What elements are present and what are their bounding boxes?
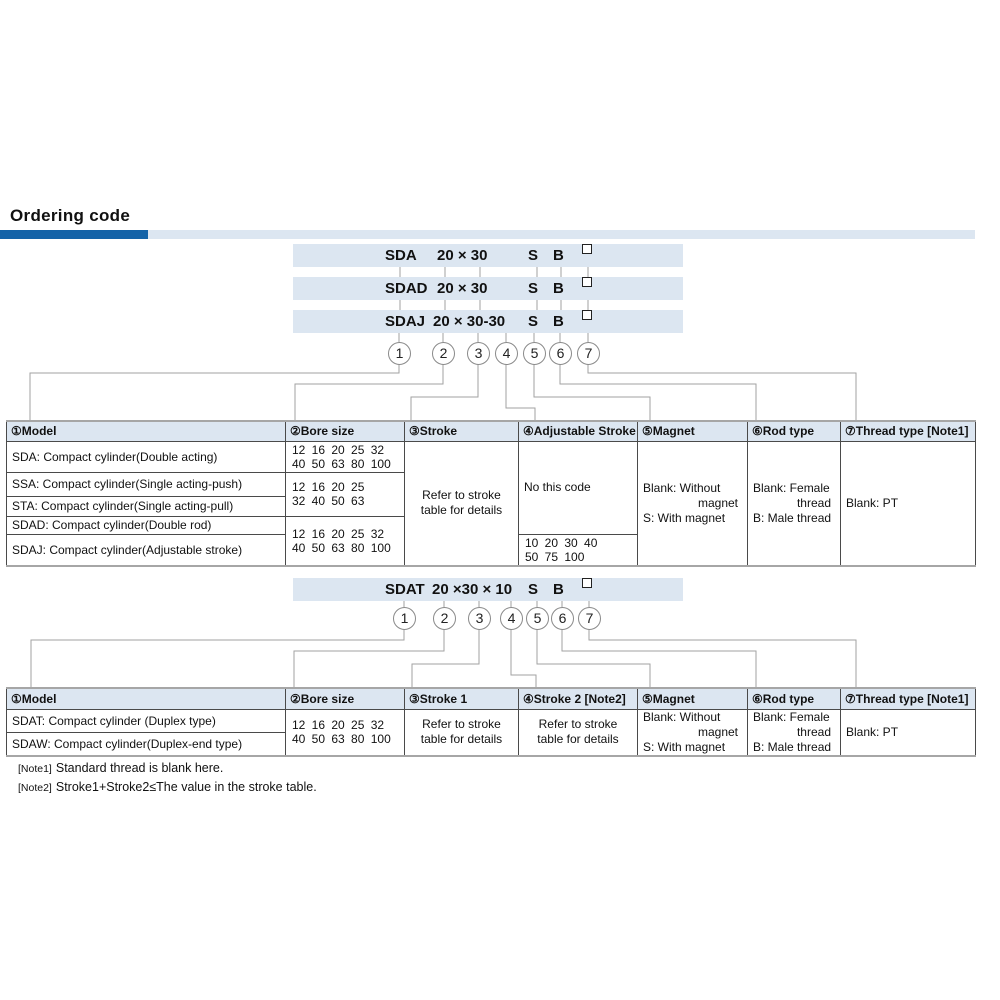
note-1-text: Standard thread is blank here. xyxy=(55,761,224,775)
model-sdad: SDAD: Compact cylinder(Double rod) xyxy=(7,516,286,534)
magnet-cell: Blank: Without magnet S: With magnet xyxy=(638,709,748,756)
code-magnet: S xyxy=(528,581,539,598)
header-magnet: ⑤Magnet xyxy=(638,421,748,441)
model-sta: STA: Compact cylinder(Single acting-pull) xyxy=(7,496,286,516)
header-rod-type: ⑥Rod type xyxy=(748,688,841,709)
header-bore-size: ②Bore size xyxy=(286,421,405,441)
thread-type-cell: Blank: PT xyxy=(841,709,976,756)
code-bar-sdat xyxy=(293,578,683,601)
bore-sdad-sdaj: 12 16 20 25 32 40 50 63 80 100 xyxy=(286,516,405,566)
code-bore-stroke: 20 ×30 × 10 xyxy=(432,581,513,598)
bore-ssa-sta: 12 16 20 25 32 40 50 63 xyxy=(286,472,405,516)
code-model: SDAD xyxy=(385,280,428,297)
code-rod: B xyxy=(553,247,564,264)
note-2-text: Stroke1+Stroke2≤The value in the stroke table. xyxy=(55,780,317,794)
thread-placeholder-box xyxy=(582,244,592,254)
table-header-row xyxy=(7,688,976,709)
bore-cell: 12 16 20 25 32 40 50 63 80 100 xyxy=(286,709,405,756)
header-model: ①Model xyxy=(7,688,286,709)
note-1-label: [Note1] xyxy=(18,763,52,775)
code-rod: B xyxy=(553,280,564,297)
code-magnet: S xyxy=(528,247,539,264)
position-circle-7: 7 xyxy=(578,607,601,630)
header-bore-size: ②Bore size xyxy=(286,688,405,709)
rod-type-cell: Blank: Female thread B: Male thread xyxy=(748,709,841,756)
code-bore-stroke: 20 × 30-30 xyxy=(433,313,506,330)
code-magnet: S xyxy=(528,313,539,330)
note-2-label: [Note2] xyxy=(18,782,52,794)
header-model: ①Model xyxy=(7,421,286,441)
table-row xyxy=(7,441,976,472)
header-adjustable-stroke: ④Adjustable Stroke xyxy=(519,421,638,441)
model-sdaw: SDAW: Compact cylinder(Duplex-end type) xyxy=(7,732,286,756)
position-circle-3: 3 xyxy=(467,342,490,365)
model-sda: SDA: Compact cylinder(Double acting) xyxy=(7,441,286,472)
header-magnet: ⑤Magnet xyxy=(638,688,748,709)
thread-placeholder-box xyxy=(582,578,592,588)
model-sdat: SDAT: Compact cylinder (Duplex type) xyxy=(7,709,286,732)
code-rod: B xyxy=(553,581,564,598)
header-stroke: ③Stroke xyxy=(405,421,519,441)
code-bar-sdad xyxy=(293,277,683,300)
position-circle-5: 5 xyxy=(523,342,546,365)
code-rod: B xyxy=(553,313,564,330)
stroke-1-cell: Refer to stroke table for details xyxy=(405,709,519,756)
page-title: Ordering code xyxy=(10,206,131,225)
model-ssa: SSA: Compact cylinder(Single acting-push) xyxy=(7,472,286,496)
code-bar-sdaj xyxy=(293,310,683,333)
thread-type-cell: Blank: PT xyxy=(841,441,976,566)
thread-placeholder-box xyxy=(582,310,592,320)
header-stroke-1: ③Stroke 1 xyxy=(405,688,519,709)
thread-placeholder-box xyxy=(582,277,592,287)
code-model: SDAT xyxy=(385,581,425,598)
magnet-cell: Blank: Without magnet S: With magnet xyxy=(638,441,748,566)
table-header-row xyxy=(7,421,976,441)
table-row xyxy=(7,709,976,732)
code-model: SDA xyxy=(385,247,417,264)
position-circle-6: 6 xyxy=(551,607,574,630)
model-sdaj: SDAJ: Compact cylinder(Adjustable stroke) xyxy=(7,534,286,566)
code-bar-sda xyxy=(293,244,683,267)
ordering-table-1 xyxy=(6,420,976,567)
code-bore-stroke: 20 × 30 xyxy=(437,247,488,264)
adjustable-stroke-values-cell: 10 20 30 40 50 75 100 xyxy=(519,534,638,566)
note-1 xyxy=(18,761,223,775)
position-circle-1: 1 xyxy=(388,342,411,365)
header-thread-type: ⑦Thread type [Note1] xyxy=(841,688,976,709)
note-2 xyxy=(18,780,317,794)
header-stroke-2: ④Stroke 2 [Note2] xyxy=(519,688,638,709)
ordering-table-2 xyxy=(6,687,976,757)
position-circle-2: 2 xyxy=(432,342,455,365)
position-circle-4: 4 xyxy=(495,342,518,365)
rod-type-cell: Blank: Female thread B: Male thread xyxy=(748,441,841,566)
position-circle-1: 1 xyxy=(393,607,416,630)
header-thread-type: ⑦Thread type [Note1] xyxy=(841,421,976,441)
position-circle-4: 4 xyxy=(500,607,523,630)
header-rod-type: ⑥Rod type xyxy=(748,421,841,441)
position-circle-5: 5 xyxy=(526,607,549,630)
code-magnet: S xyxy=(528,280,539,297)
position-circle-3: 3 xyxy=(468,607,491,630)
code-model: SDAJ xyxy=(385,313,426,330)
position-circle-6: 6 xyxy=(549,342,572,365)
code-bore-stroke: 20 × 30 xyxy=(437,280,488,297)
adjustable-stroke-none-cell: No this code xyxy=(519,441,638,534)
position-circle-2: 2 xyxy=(433,607,456,630)
bore-sda: 12 16 20 25 32 40 50 63 80 100 xyxy=(286,441,405,472)
stroke-2-cell: Refer to stroke table for details xyxy=(519,709,638,756)
position-circle-7: 7 xyxy=(577,342,600,365)
stroke-cell: Refer to stroke table for details xyxy=(405,441,519,566)
